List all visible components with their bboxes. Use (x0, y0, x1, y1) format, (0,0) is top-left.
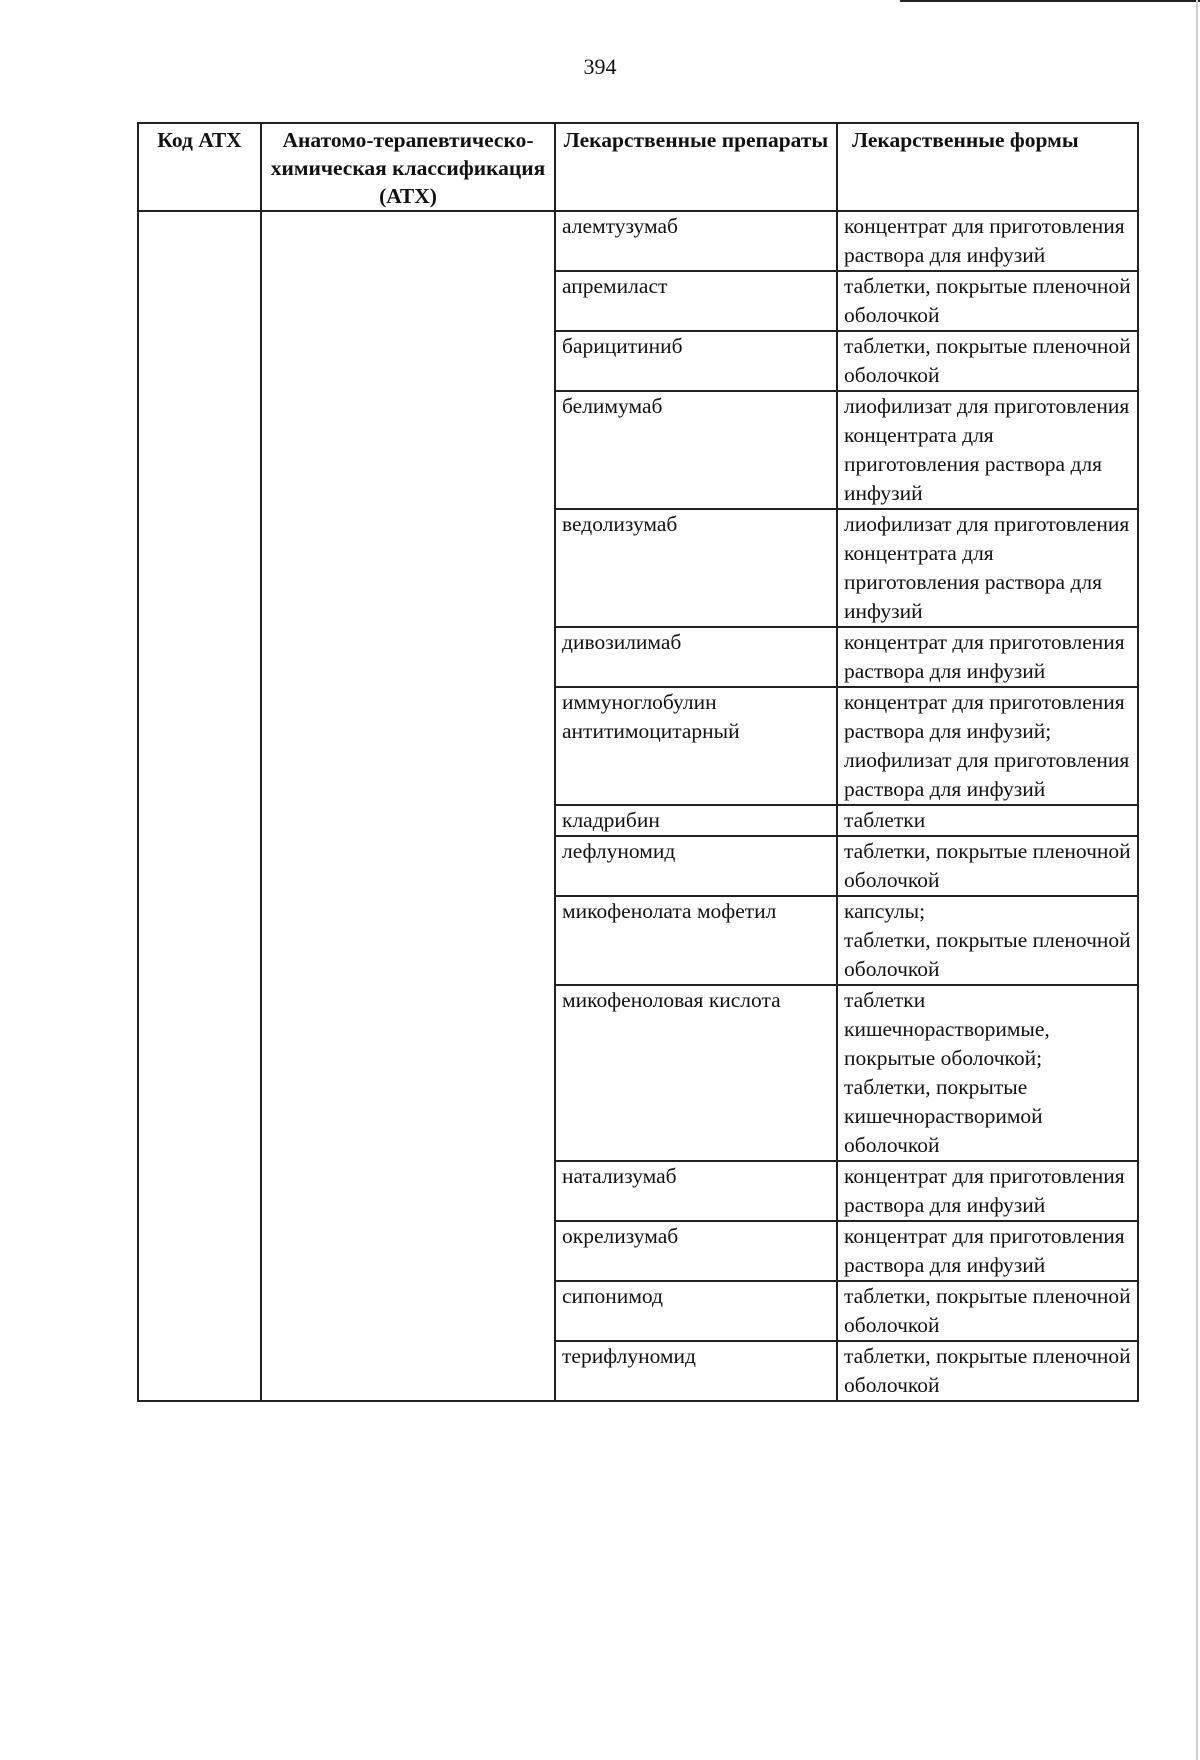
form-entry: капсулы; (844, 899, 926, 923)
form-entry: концентрат для приготовления раствора для инфузий (844, 1164, 1125, 1217)
drug-forms (837, 627, 1138, 687)
header-row (138, 123, 1138, 211)
drug-forms (837, 1161, 1138, 1221)
drug-name: сипонимод (555, 1281, 837, 1341)
form-entry: лиофилизат для приготовления раствора для инфузий (844, 748, 1130, 801)
drug-forms (837, 271, 1138, 331)
table-body (138, 211, 1138, 1401)
form-entry: концентрат для приготовления раствора для инфузий (844, 630, 1125, 683)
drug-forms (837, 1281, 1138, 1341)
drug-forms (837, 509, 1138, 627)
form-entry: таблетки (844, 808, 926, 832)
drug-forms (837, 211, 1138, 271)
drug-name: натализумаб (555, 1161, 837, 1221)
drug-name: окрелизумаб (555, 1221, 837, 1281)
form-entry: лиофилизат для приготовления концентрата для приготовления раствора для инфузий (844, 394, 1130, 505)
drug-forms (837, 331, 1138, 391)
drug-name: дивозилимаб (555, 627, 837, 687)
atx-table (137, 122, 1139, 1402)
drug-forms (837, 805, 1138, 836)
form-entry: таблетки, покрытые пленочной оболочкой (844, 928, 1131, 981)
drug-name: иммуноглобулин антитимоцитарный (555, 687, 837, 805)
classification-cell (261, 211, 555, 1401)
drug-name: алемтузумаб (555, 211, 837, 271)
drug-forms (837, 896, 1138, 985)
form-entry: концентрат для приготовления раствора для инфузий (844, 1224, 1125, 1277)
drug-name: барицитиниб (555, 331, 837, 391)
header-forms: Лекарственные формы (837, 123, 1138, 211)
drug-forms (837, 687, 1138, 805)
drug-name: терифлуномид (555, 1341, 837, 1401)
form-entry: концентрат для приготовления раствора для инфузий (844, 214, 1125, 267)
drug-name: микофеноловая кислота (555, 985, 837, 1161)
header-drugs: Лекарственные препараты (555, 123, 837, 211)
drug-forms (837, 391, 1138, 509)
top-rule (900, 0, 1200, 2)
form-entry: таблетки, покрытые кишечнорастворимой оболочкой (844, 1075, 1043, 1157)
form-entry: таблетки, покрытые пленочной оболочкой (844, 1284, 1131, 1337)
header-classification: Анатомо-терапевтическо-химическая классификация (АТХ) (261, 123, 555, 211)
drug-name: апремиласт (555, 271, 837, 331)
drug-name: кладрибин (555, 805, 837, 836)
drug-name: микофенолата мофетил (555, 896, 837, 985)
form-entry: концентрат для приготовления раствора для инфузий; (844, 690, 1125, 743)
form-entry: лиофилизат для приготовления концентрата для приготовления раствора для инфузий (844, 512, 1130, 623)
drug-forms (837, 1221, 1138, 1281)
code-cell (138, 211, 261, 1401)
form-entry: таблетки, покрытые пленочной оболочкой (844, 274, 1131, 327)
scan-edge (1196, 0, 1198, 1760)
drug-forms (837, 985, 1138, 1161)
drug-forms (837, 836, 1138, 896)
drug-name: лефлуномид (555, 836, 837, 896)
page-number: 394 (583, 54, 617, 79)
header-code: Код АТХ (138, 123, 261, 211)
form-entry: таблетки, покрытые пленочной оболочкой (844, 1344, 1131, 1397)
drug-name: ведолизумаб (555, 509, 837, 627)
form-entry: таблетки кишечнорастворимые, покрытые оболочкой; (844, 988, 1050, 1070)
drug-name: белимумаб (555, 391, 837, 509)
table-row (138, 211, 1138, 271)
form-entry: таблетки, покрытые пленочной оболочкой (844, 334, 1131, 387)
drug-forms (837, 1341, 1138, 1401)
form-entry: таблетки, покрытые пленочной оболочкой (844, 839, 1131, 892)
